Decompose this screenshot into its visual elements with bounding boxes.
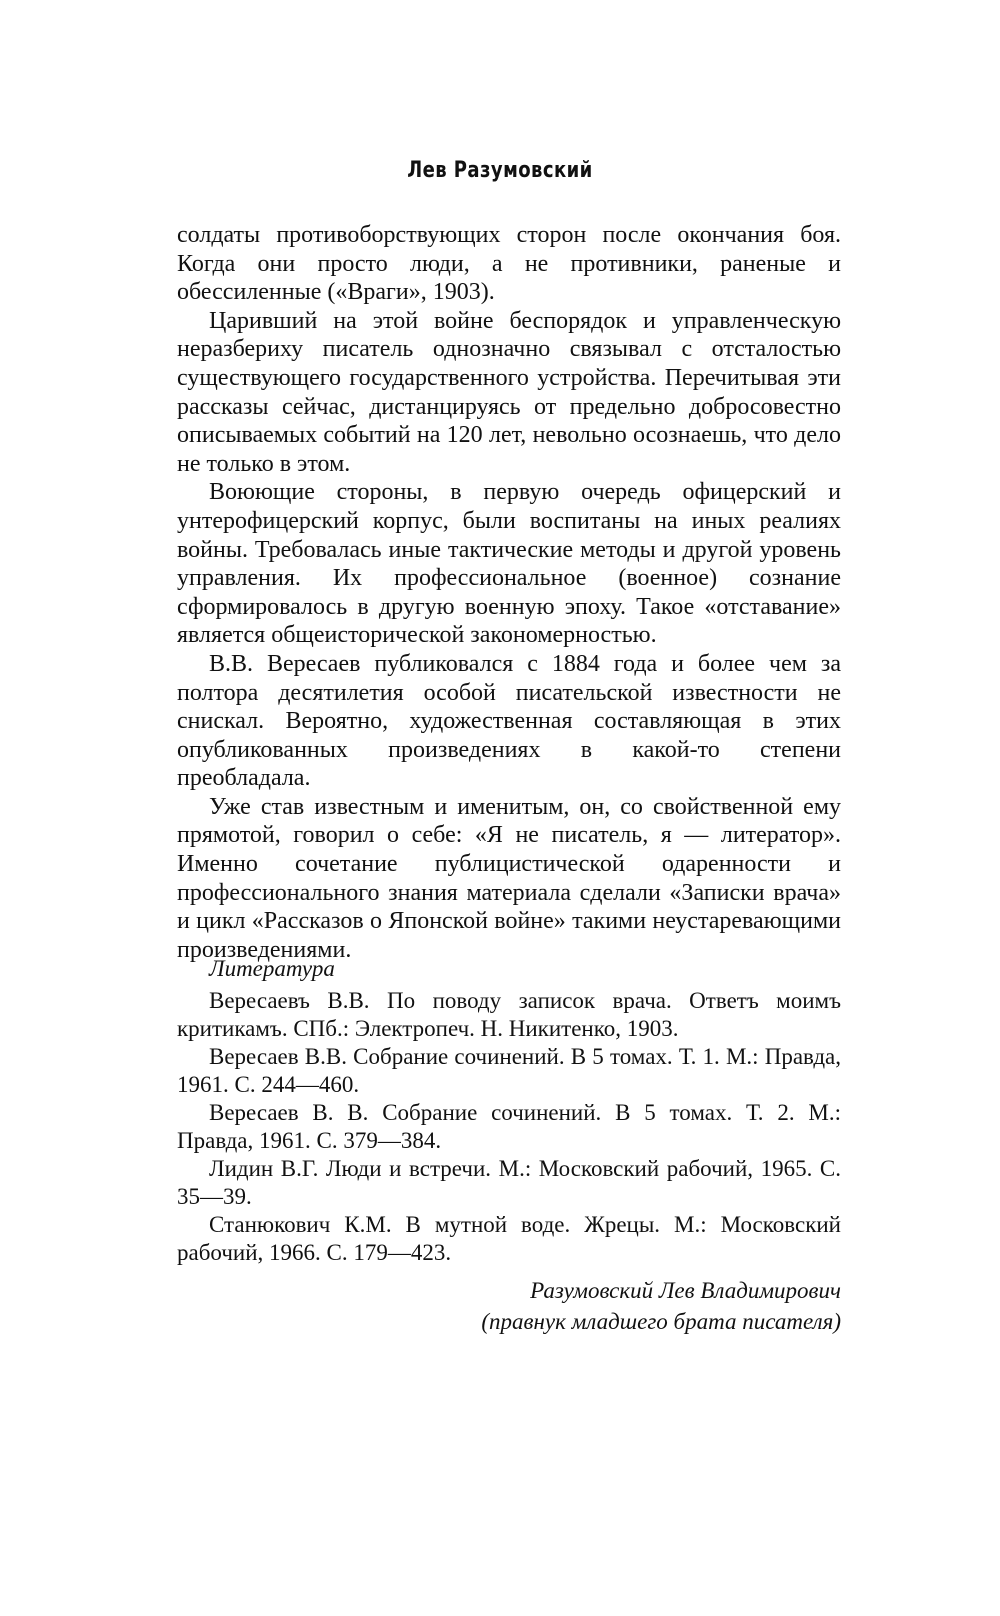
literature-entry: Вересаев В. В. Собрание сочинений. В 5 томах. Т. 2. М.: Правда, 1961. С. 379—384. bbox=[177, 1100, 841, 1153]
paragraph: Воюющие стороны, в первую очередь офицерский и унтерофицерский корпус, были воспитаны на иных реалиях войны. Требовалась иные тактические методы и другой уровень управления. Их профессиональное (военное) сознание сформировалось в другую военную эпоху. Такое «отставание» является общеисторической закономерностью. bbox=[177, 479, 841, 649]
running-head: Лев Разумовский bbox=[407, 158, 593, 183]
literature-entry: Вересаев В.В. Собрание сочинений. В 5 томах. Т. 1. М.: Правда, 1961. С. 244—460. bbox=[177, 1044, 841, 1097]
paragraph: В.В. Вересаев публиковался с 1884 года и более чем за полтора десятилетия особой писательской известности не снискал. Вероятно, художественная составляющая в этих опубликованных произведениях в какой-то степени преобладала. bbox=[177, 650, 841, 792]
body-text bbox=[177, 221, 841, 964]
literature-heading: Литература bbox=[209, 956, 335, 981]
literature-section bbox=[177, 955, 841, 1337]
literature-entry: Вересаевъ В.В. По поводу записок врача. Ответъ моимъ критикамъ. СПб.: Электропеч. Н. Никитенко, 1903. bbox=[177, 988, 841, 1041]
signature-note: (правнук младшего брата писателя) bbox=[481, 1309, 841, 1334]
paragraph: солдаты противоборствующих сторон после окончания боя. Когда они просто люди, а не противники, раненые и обессиленные («Враги», 1903). bbox=[177, 222, 841, 306]
signature-author: Разумовский Лев Владимирович bbox=[530, 1278, 841, 1303]
literature-entry: Станюкович К.М. В мутной воде. Жрецы. М.: Московский рабочий, 1966. С. 179—423. bbox=[177, 1212, 841, 1265]
literature-entry: Лидин В.Г. Люди и встречи. М.: Московский рабочий, 1965. С. 35—39. bbox=[177, 1156, 841, 1209]
paragraph: Царивший на этой войне беспорядок и управленческую неразбериху писатель однозначно связывал с отсталостью существующего государственного устройства. Перечитывая эти рассказы сейчас, дистанцируясь от предельно добросовестно описываемых событий на 120 лет, невольно осознаешь, что дело не только в этом. bbox=[177, 307, 841, 477]
signature bbox=[177, 1275, 841, 1337]
paragraph: Уже став известным и именитым, он, со свойственной ему прямотой, говорил о себе: «Я не писатель, я — литератор». Именно сочетание публицистической одаренности и профессионального знания материала сделали «Записки врача» и цикл «Рассказов о Японской войне» такими неустаревающими произведениями. bbox=[177, 793, 841, 963]
